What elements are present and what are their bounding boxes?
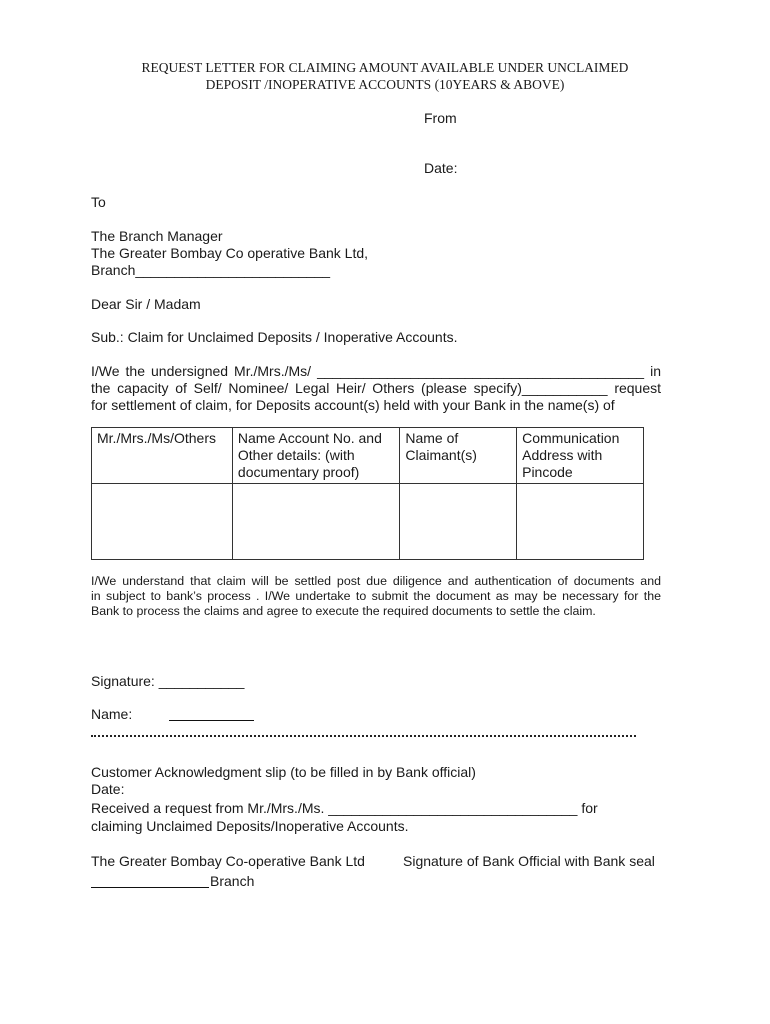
from-label: From	[424, 110, 457, 126]
table-row	[92, 484, 644, 560]
ack-date-label: Date:	[91, 781, 125, 797]
claimant-cell[interactable]	[400, 484, 517, 560]
name-label: Name:	[91, 706, 133, 722]
claims-table	[91, 427, 644, 560]
table-header-address	[517, 428, 644, 484]
body-line-1-end: in	[650, 363, 662, 379]
header-text: Name of	[405, 430, 459, 446]
recipient-title: The Branch Manager	[91, 228, 223, 244]
body-line-1	[91, 363, 661, 380]
header-text: Address with	[522, 447, 603, 463]
table-header-claimant	[400, 428, 517, 484]
ack-claiming-line: claiming Unclaimed Deposits/Inoperative Accounts.	[91, 818, 409, 834]
body-line-2	[91, 380, 661, 397]
body-line-2-text: the capacity of Self/ Nominee/ Legal Heir/ Others (please specify)___________	[91, 380, 608, 396]
header-text: Pincode	[522, 464, 573, 480]
recipient-branch: Branch_________________________	[91, 262, 331, 278]
header-text: Claimant(s)	[405, 447, 477, 463]
declaration-line-2: in subject to bank’s process . I/We undertake to submit the document as may be necessary for the	[91, 589, 661, 603]
signature-field: Signature: ___________	[91, 673, 245, 689]
declaration-line-3: Bank to process the claims and agree to execute the required documents to settle the claim.	[91, 604, 596, 618]
header-text: documentary proof)	[237, 464, 360, 480]
account-details-cell[interactable]	[232, 484, 399, 560]
table-header-row	[92, 428, 644, 484]
header-text: Mr./Mrs./Ms/Others	[97, 430, 216, 446]
header-text: Other details: (with	[237, 447, 355, 463]
declaration-line-1: I/We understand that claim will be settled post due diligence and authentication of documents and	[91, 574, 661, 588]
body-line-1-text: I/We the undersigned Mr./Mrs./Ms/	[91, 363, 312, 379]
ack-title: Customer Acknowledgment slip (to be filled in by Bank official)	[91, 764, 476, 780]
body-line-2-end: request	[614, 380, 662, 396]
body-line-3: for settlement of claim, for Deposits account(s) held with your Bank in the name(s) of	[91, 397, 615, 413]
recipient-bank: The Greater Bombay Co operative Bank Ltd,	[91, 245, 369, 261]
ack-branch-label: Branch	[210, 873, 255, 889]
letter-title-line2: DEPOSIT /INOPERATIVE ACCOUNTS (10YEARS & ABOVE)	[205, 77, 565, 92]
ack-branch-blank	[91, 873, 209, 888]
cut-line-divider	[91, 735, 636, 737]
header-text: Name Account No. and	[237, 430, 382, 446]
undersigned-name-blank: __________________________________________	[317, 363, 645, 379]
salutation: Dear Sir / Madam	[91, 296, 201, 312]
date-label: Date:	[424, 160, 458, 176]
ack-bank-name: The Greater Bombay Co-operative Bank Ltd	[91, 853, 365, 869]
table-header-account-details	[232, 428, 399, 484]
header-text: Communication	[522, 430, 620, 446]
to-label: To	[91, 194, 106, 210]
ack-received-line: Received a request from Mr./Mrs./Ms. ________________________________ for	[91, 800, 598, 816]
letter-title-line1: REQUEST LETTER FOR CLAIMING AMOUNT AVAILABLE UNDER UNCLAIMED	[141, 60, 629, 75]
salutation-cell[interactable]	[92, 484, 233, 560]
subject-line: Sub.: Claim for Unclaimed Deposits / Inoperative Accounts.	[91, 329, 458, 345]
name-blank	[169, 706, 254, 721]
ack-official-signature: Signature of Bank Official with Bank seal	[403, 853, 655, 869]
address-cell[interactable]	[517, 484, 644, 560]
table-header-salutation	[92, 428, 233, 484]
